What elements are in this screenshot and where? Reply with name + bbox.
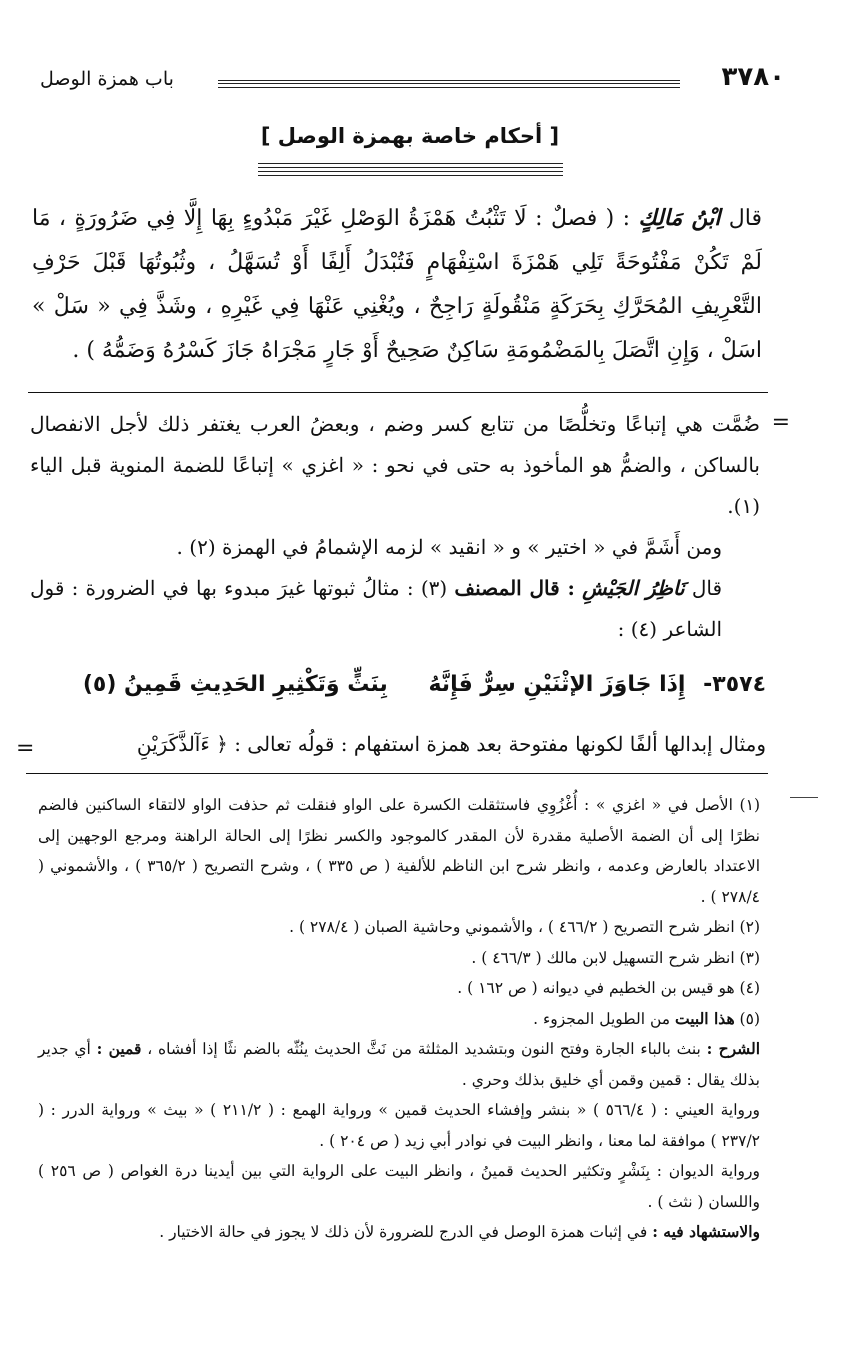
footnote-istishhad (38, 1217, 760, 1248)
poem-verse (36, 672, 766, 697)
footnote-sharh (38, 1034, 760, 1095)
footnotes (38, 790, 760, 1248)
footnote-istishhad-label: والاستشهاد فيه : (652, 1222, 760, 1241)
matn-body: : ( فصلٌ : لَا تَثْبُتُ هَمْزَةُ الوَصْلِ غَيْرَ مَبْدُوءٍ بِهَا إِلَّا فِي ضَرُورَةٍ ، مَا لَمْ تَكُنْ مَفْتُوحَةً تَلِي هَمْزَةَ اسْتِفْهَامٍ فَتُبْدَلُ أَلِفًا أَوْ تُسَهَّلُ ، وثُبُوتُهَا قَبْلَ حَرْفِ التَّعْرِيفِ المُحَرَّكِ بِحَرَكَةٍ مَنْقُولَةٍ رَاجِحٌ ، ويُغْنِي عَنْهَا فِي غَيْرِهِ ، وشَذَّ فِي « سَلْ » اسَلْ ، وَإِنِ اتَّصَلَ بِالمَضْمُومَةِ سَاكِنٌ صَحِيحٌ أَوْ جَارٍ مَجْرَاهُ جَازَ كَسْرُهُ وَضَمُّهُ ) . (32, 206, 762, 363)
footnote-item: (٢) انظر شرح التصريح ( ٤٦٦/٢ ) ، والأشموني وحاشية الصبان ( ٢٧٨/٤ ) . (289, 918, 760, 936)
footnote-separator (26, 773, 768, 774)
footnote-sharh-label: الشرح : (706, 1039, 760, 1058)
footnote-item (38, 1004, 760, 1035)
sharh-paragraph (30, 568, 760, 650)
page-number: ٣٧٨٠ (721, 62, 785, 92)
footnote-item: (١) الأصل في « اغزي » : أُغْزُوِي فاستثقلت الكسرة على الواو فنقلت ثم حذفت الواو لالتقاء الساكنين فالضم نظرًا إلى أن الضمة الأصلية مقدرة لأن المقدر كالموجود والكسر نظرًا إلى الحالة الراهنة ومرجع الوجهين إلى الاعتداد بالعارض وعدمه ، وانظر شرح ابن الناظم للألفية ( ص ٣٣٥ ) ، وشرح التصريح ( ٣٦٥/٢ ) ، والأشموني ( ٢٧٨/٤ ) . (38, 796, 761, 906)
verse-hemistich-second: بِنَثٍّ وَتَكْثِيرِ الحَدِيثِ قَمِينُ (٥) (82, 672, 388, 697)
heading-underline (258, 163, 563, 179)
sharh-last-line: ومثال إبدالها ألفًا لكونها مفتوحة بعد همزة استفهام : قولُه تعالى : ﴿ ءَآلذَّكَرَيْنِ (136, 732, 766, 756)
footnote-item: (٣) انظر شرح التسهيل لابن مالك ( ٤٦٦/٣ ) . (471, 948, 760, 967)
margin-dash (790, 797, 818, 798)
sharh-paragraph: ومن أَشَمَّ في « اختير » و « انقيد » لزمه الإشمامُ في الهمزة (٢) . (176, 535, 722, 559)
footnote-riwaya: ورواية الديوان : بِنَشْرٍ وتكثير الحديث قمينُ ، وانظر البيت على الرواية التي بين أيدينا درة الغواص ( ص ٢٥٦ ) واللسان ( نثث ) . (38, 1162, 760, 1211)
verse-number: ٣٥٧٤- (703, 672, 766, 697)
page-header (40, 62, 785, 102)
continuation-mark-end: = (16, 736, 35, 761)
footnote-sharh-text: بنث بالباء الجارة وفتح النون وبتشديد المثلثة من نَثَّ الحديث ينُثّه بالضم نثًا إذا أفشاه ، (147, 1040, 701, 1058)
matn-text (32, 196, 762, 373)
sharh-paragraph: ضُمَّت هي إتباعًا وتخلُّصًا من تتابع كسر وضم ، وبعضُ العرب يغتفر ذلك لأجل الانفصال بالساكن ، والضمُّ هو المأخوذ به حتى في نحو : « اغزي » إتباعًا للضمة المنوية قبل الياء (١). (30, 412, 760, 518)
footnote-sharh-label2: قمين : (96, 1039, 142, 1058)
sharh-text (30, 404, 760, 650)
verse-hemistich-first: إِذَا جَاوَزَ الإثْنَيْنِ سِرٌّ فَإِنَّهُ (428, 672, 686, 697)
footnote-item: (٤) هو قيس بن الخطيم في ديوانه ( ص ١٦٢ ) . (457, 979, 760, 997)
header-rule (218, 80, 680, 88)
sharh-rest: (٣) : مثالُ ثبوتها غيرَ مبدوء بها في الضرورة : قول الشاعر (٤) : (30, 576, 722, 641)
footnote-istishhad-text: في إثبات همزة الوصل في الدرج للضرورة لأن ذلك لا يجوز في حالة الاختيار . (159, 1223, 648, 1241)
footnote-bold-phrase: هذا البيت (675, 1008, 735, 1028)
continuation-mark: = (771, 410, 790, 435)
matn-author: ابْنُ مَالِكٍ (638, 205, 721, 231)
sharh-bold-phrase: : قال المصنف (454, 576, 575, 600)
matn-divider (28, 392, 768, 393)
sharh-qala: قال (691, 576, 723, 600)
section-heading: [ أحكام خاصة بهمزة الوصل ] (260, 124, 560, 148)
running-title: باب همزة الوصل (40, 68, 174, 90)
footnote-riwaya: ورواية العيني : ( ٥٦٦/٤ ) « بنشر وإفشاء الحديث قمين » ورواية الهمع : ( ٢١١/٢ ) « بيث » ورواية الدرر : ( ٢٣٧/٢ ) موافقة لما معنا ، وانظر البيت في نوادر أبي زيد ( ص ٢٠٤ ) . (38, 1101, 761, 1150)
footnote-sharh-text2: أي جدير بذلك يقال : قمين وقمن أي خليق بذلك وحري . (38, 1040, 760, 1089)
footnote-item-text: (٥) هذا البيت من الطويل المجزوء . (533, 1008, 760, 1028)
matn-qala: قال (728, 206, 762, 231)
sharh-author: نَاظِرُ الجَيْشِ (582, 576, 685, 600)
